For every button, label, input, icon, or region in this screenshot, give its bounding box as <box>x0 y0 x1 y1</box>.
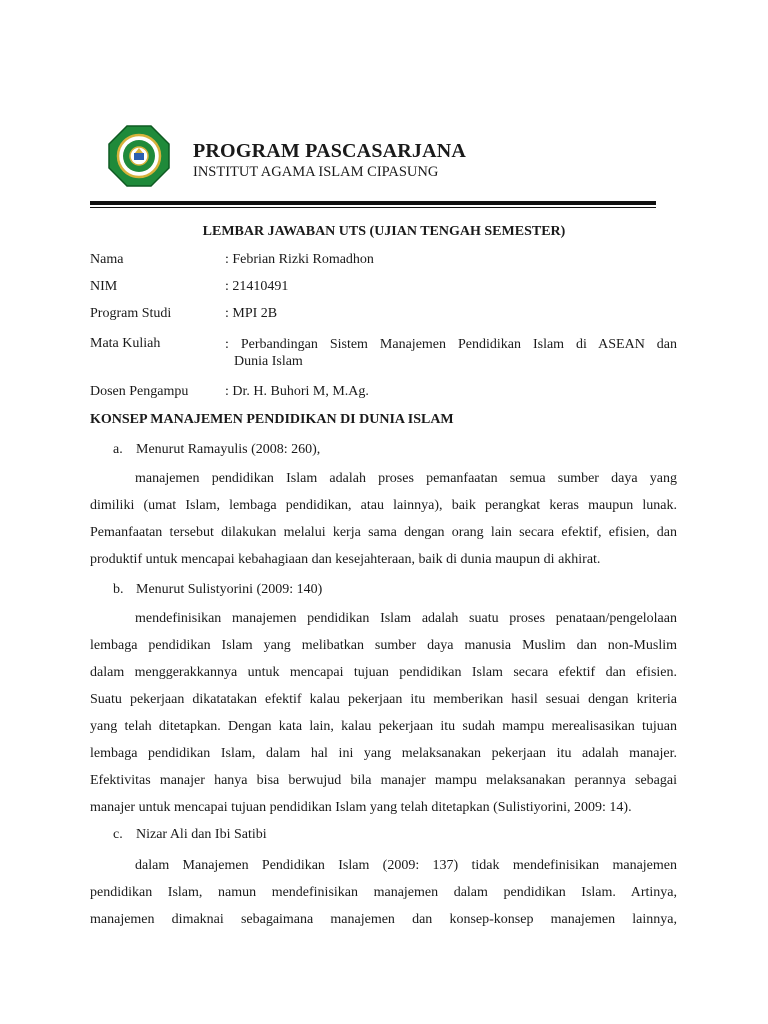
paragraph-line: manajemen dimaknai sebagaimana manajemen dan konsep-konsep manajemen lainnya, <box>90 912 677 927</box>
identity-label-matkul: Mata Kuliah <box>90 336 161 351</box>
identity-label-dosen: Dosen Pengampu <box>90 384 189 399</box>
list-item-b <box>113 582 413 600</box>
paragraph-line: manajer untuk mencapai tujuan pendidikan Islam yang telah ditetapkan (Sulistiyorini, 2009: 14). <box>90 800 632 815</box>
identity-label-prodi: Program Studi <box>90 306 172 321</box>
list-heading: Menurut Ramayulis (2008: 260), <box>136 442 321 457</box>
list-item-a <box>113 442 413 460</box>
identity-label-nama: Nama <box>90 252 124 267</box>
list-marker: a. <box>113 442 123 457</box>
paragraph-line: pendidikan Islam, namun mendefinisikan manajemen dalam pendidikan Islam. Artinya, <box>90 885 677 900</box>
identity-value-dosen: : Dr. H. Buhori M, M.Ag. <box>225 384 369 399</box>
paragraph-line: lembaga pendidikan Islam yang melibatkan sumber daya manusia Muslim dan non-Muslim <box>90 638 677 653</box>
paragraph-line: Suatu pekerjaan dikatatakan efektif kalau pekerjaan itu memberikan hasil sesuai dengan kriteria <box>90 692 677 707</box>
institute-logo <box>107 124 171 188</box>
identity-value-matkul: : Perbandingan Sistem Manajemen Pendidikan Islam di ASEAN dan <box>225 337 677 352</box>
header-rule-thin <box>90 207 656 208</box>
identity-value-matkul-cont: Dunia Islam <box>234 354 303 369</box>
document-title: LEMBAR JAWABAN UTS (UJIAN TENGAH SEMESTER) <box>202 224 566 239</box>
paragraph-line: dalam Manajemen Pendidikan Islam (2009: 137) tidak mendefinisikan manajemen <box>135 858 677 873</box>
identity-value-nim: : 21410491 <box>225 279 289 294</box>
paragraph-line: Pemanfaatan tersebut dilakukan melalui kerja sama dengan orang lain secara efektif, efisien, dan <box>90 525 677 540</box>
list-item-c <box>113 827 413 845</box>
program-title: PROGRAM PASCASARJANA <box>193 140 467 162</box>
paragraph-line: dalam menggerakkannya untuk mencapai tujuan pendidikan Islam secara efektif dan efisien. <box>90 665 677 680</box>
list-heading: Nizar Ali dan Ibi Satibi <box>136 827 267 842</box>
institute-name: INSTITUT AGAMA ISLAM CIPASUNG <box>193 164 439 180</box>
paragraph-line: Efektivitas manajer hanya bisa berwujud bila manajer mampu melaksanakan perannya sebagai <box>90 773 677 788</box>
list-marker: b. <box>113 582 124 597</box>
list-marker: c. <box>113 827 123 842</box>
paragraph-line: manajemen pendidikan Islam adalah proses pemanfaatan semua sumber daya yang <box>135 471 677 486</box>
paragraph-line: lembaga pendidikan Islam, dalam hal ini yang melaksanakan pekerjaan itu adalah manajer. <box>90 746 677 761</box>
header-rule-thick <box>90 201 656 205</box>
section-heading: KONSEP MANAJEMEN PENDIDIKAN DI DUNIA ISLAM <box>90 412 454 427</box>
identity-label-nim: NIM <box>90 279 118 294</box>
paragraph-line: produktif untuk mencapai kebahagiaan dan kesejahteraan, baik di dunia maupun di akhirat. <box>90 552 601 567</box>
list-heading: Menurut Sulistyorini (2009: 140) <box>136 582 323 597</box>
paragraph-line: mendefinisikan manajemen pendidikan Islam adalah suatu proses penataan/pengelolaan <box>135 611 677 626</box>
identity-value-nama: : Febrian Rizki Romadhon <box>225 252 374 267</box>
paragraph-line: yang telah ditetapkan. Dengan kata lain, kalau pekerjaan itu sudah mampu merealisasikan tujuan <box>90 719 677 734</box>
paragraph-line: dimiliki (umat Islam, lembaga pendidikan, atau lainnya), baik perangkat keras maupun lunak. <box>90 498 677 513</box>
identity-value-prodi: : MPI 2B <box>225 306 278 321</box>
